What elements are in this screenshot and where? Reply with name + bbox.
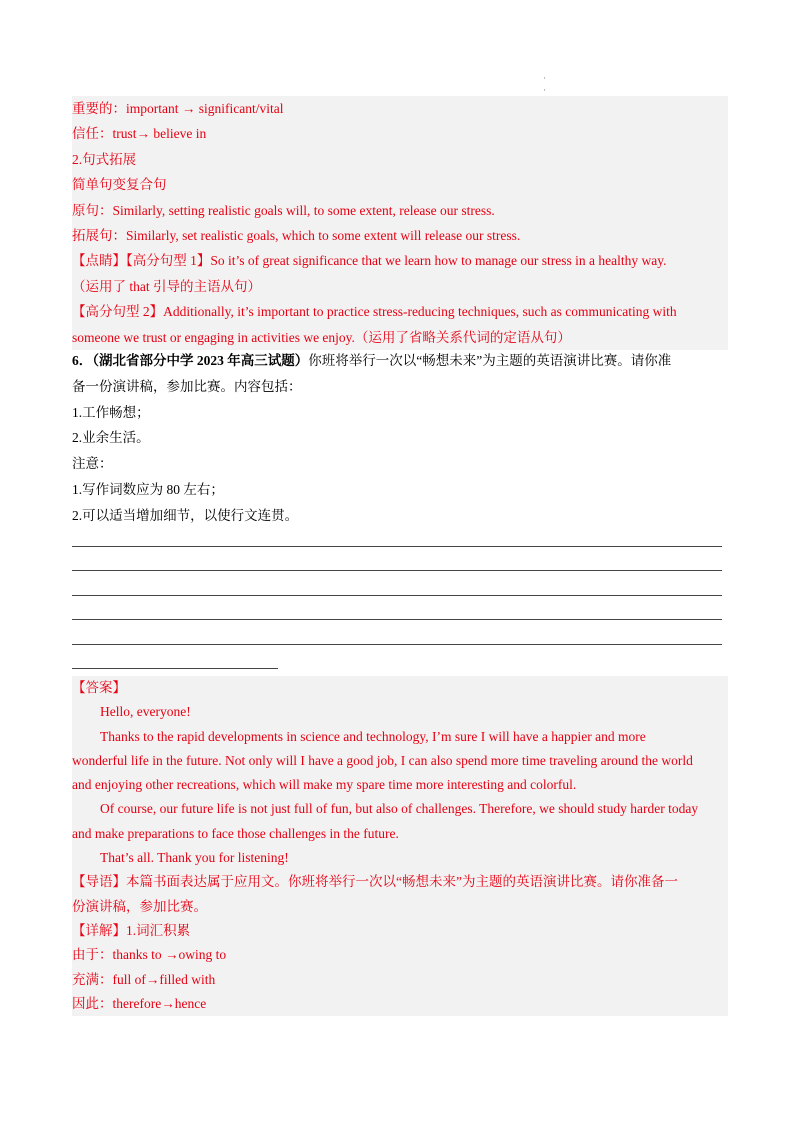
writing-line [72,570,722,571]
expanded-sentence: 拓展句：Similarly, set realistic goals, which to some extent will release our stress. [72,227,521,243]
writing-line [72,595,722,596]
highlight-sentence: someone we trust or engaging in activities we enjoy.（运用了省略关系代词的定语从句） [72,329,571,345]
question-source: （湖北省部分中学 2023 年高三试题） [92,353,309,368]
note-item: 1.写作词数应为 80 左右； [72,481,224,497]
answer-paragraph: That’s all. Thank you for listening! [100,850,289,866]
original-sentence: 原句：Similarly, setting realistic goals will, to some extent, release our stress. [72,202,495,218]
answer-paragraph: Hello, everyone! [100,704,191,720]
note-item: 2.可以适当增加细节，以使行文连贯。 [72,507,299,523]
answer-section [72,676,728,1016]
explanation-section [72,96,728,350]
question-prompt: 备一份演讲稿，参加比赛。内容包括： [72,378,302,394]
header-marks: · · [543,73,546,95]
guide-text: 【导语】本篇书面表达属于应用文。你班将举行一次以“畅想未来”为主题的英语演讲比赛。请你准备一 [72,874,678,890]
content-item: 2.业余生活。 [72,430,150,446]
answer-paragraph: and make preparations to face those challenges in the future. [72,825,399,841]
guide-text: 份演讲稿，参加比赛。 [72,898,207,914]
writing-lines [72,546,722,692]
question-title [72,348,728,374]
highlight-sentence: 【点睛】【高分句型 1】So it’s of great significance that we learn how to manage our stress in a healthy way. [72,253,667,269]
notes-label: 注意： [72,456,113,472]
answer-paragraph: wonderful life in the future. Not only will I have a good job, I can also spend more time traveling around the world [72,752,693,768]
vocab-line: 信任：trust→ believe in [72,126,207,142]
detail-heading: 【详解】1.词汇积累 [72,922,191,938]
writing-line [72,546,722,547]
question-prompt: 你班将举行一次以“畅想未来”为主题的英语演讲比赛。请你准 [308,353,672,368]
writing-line [72,619,722,620]
highlight-sentence: 【高分句型 2】Additionally, it’s important to practice stress-reducing techniques, such as communicating with [72,304,677,320]
writing-line [72,644,722,645]
question-number: 6． [72,353,93,368]
answer-paragraph: Of course, our future life is not just full of fun, but also of challenges. Therefore, we should study harder today [100,801,699,817]
section-subheading: 简单句变复合句 [72,177,167,193]
writing-line [72,668,278,669]
vocab-line: 充满：full of→filled with [72,971,216,987]
section-heading: 2.句式拓展 [72,151,137,167]
vocab-line: 重要的：important → significant/vital [72,101,284,116]
highlight-note: （运用了 that 引导的主语从句） [72,278,261,294]
answer-paragraph: and enjoying other recreations, which will make my spare time more interesting and colorful. [72,777,577,793]
content-item: 1.工作畅想； [72,404,150,420]
question-section [72,348,728,529]
answer-label: 【答案】 [72,680,126,695]
vocab-line: 因此：therefore→hence [72,995,207,1011]
answer-paragraph: Thanks to the rapid developments in science and technology, I’m sure I will have a happier and more [100,728,646,744]
vocab-line: 由于：thanks to →owing to [72,947,227,963]
